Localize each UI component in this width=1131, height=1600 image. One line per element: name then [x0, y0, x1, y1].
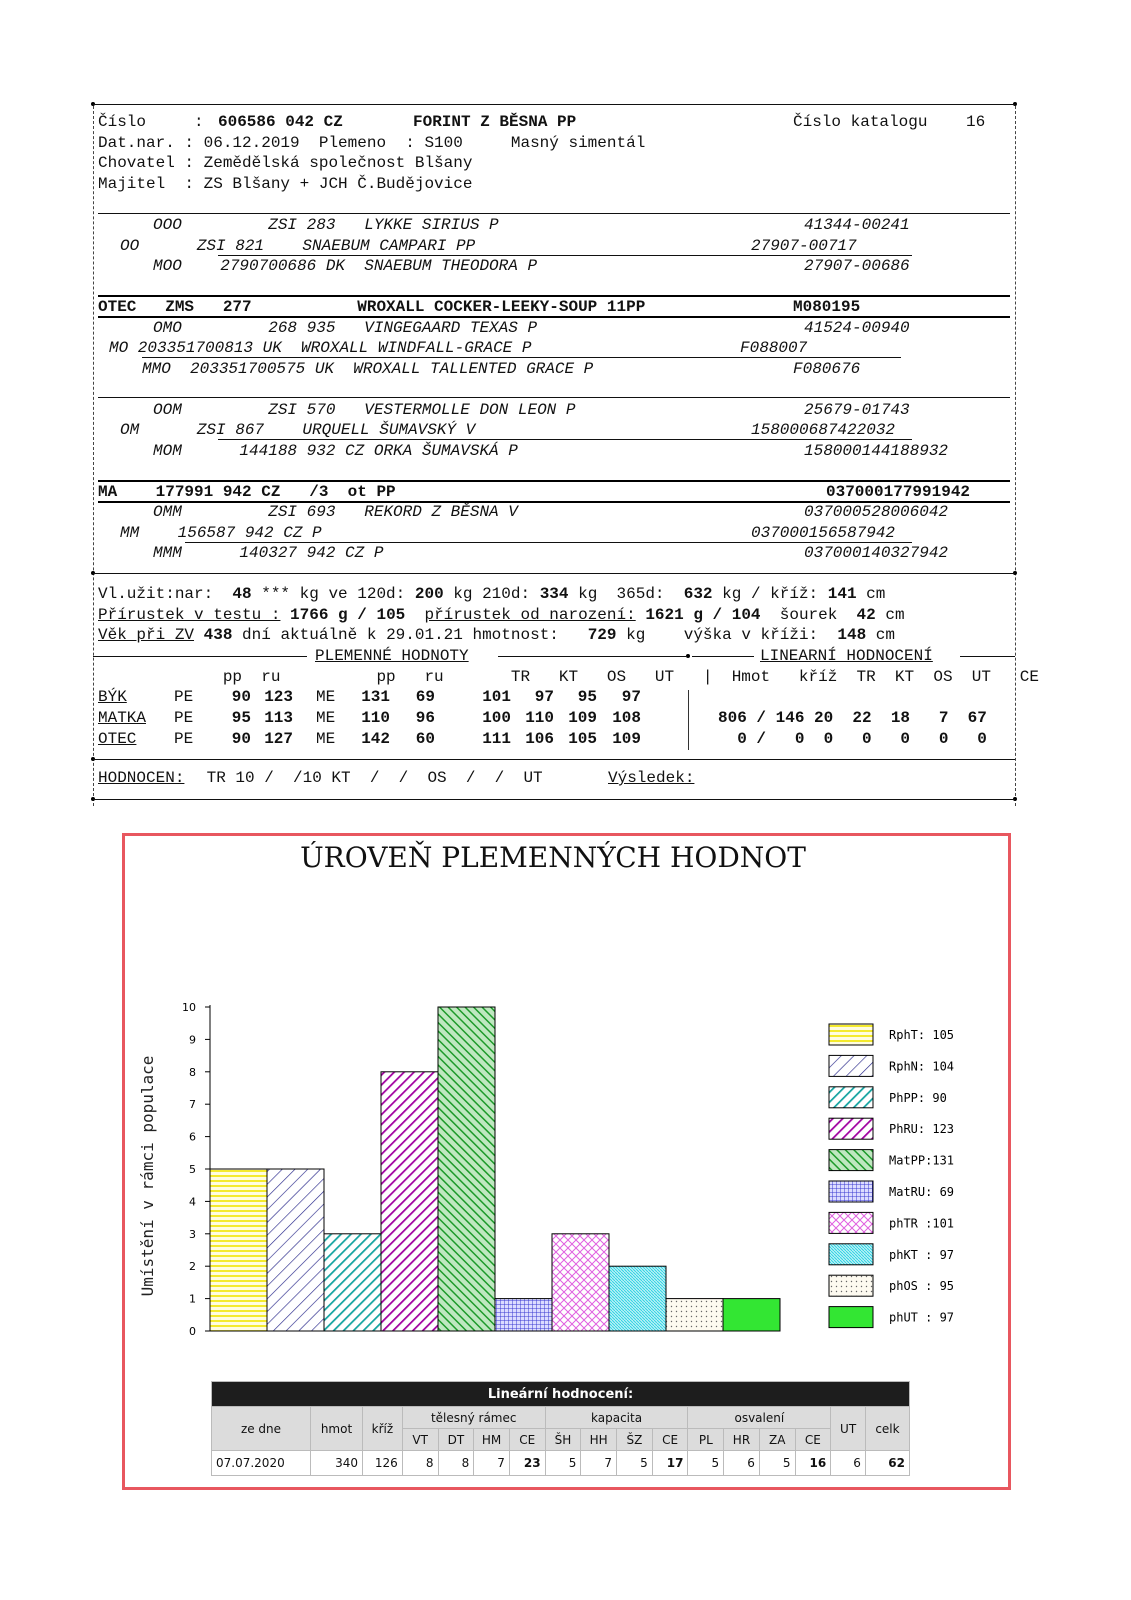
- bv-cell-pp2: 142: [361, 730, 390, 748]
- sub-col-header: ŠH: [545, 1429, 581, 1451]
- om-underline: [218, 439, 912, 440]
- performance-segment: 334: [539, 585, 569, 603]
- mmo-line: MMO 203351700575 UK WROXALL TALLENTED GRACE P: [142, 360, 594, 378]
- performance-segment: cm: [875, 606, 905, 624]
- ma-id: 037000177991942: [826, 483, 971, 501]
- bv-cell-ut: 109: [612, 730, 641, 748]
- bv-cell-pp1: 90: [231, 730, 251, 748]
- sub-col-header: DT: [438, 1429, 474, 1451]
- mmm-id: 037000140327942: [804, 544, 949, 562]
- legend-label: RphT: 105: [889, 1028, 955, 1042]
- bv-cell-me: ME: [316, 730, 336, 748]
- om-line: OM ZSI 867 URQUELL ŠUMAVSKÝ V: [120, 421, 476, 439]
- mm-id: 037000156587942: [751, 524, 896, 542]
- linear-table-cell: 16: [795, 1451, 831, 1476]
- y-tick-label: 9: [189, 1033, 196, 1047]
- bv-cell-pp1: 90: [231, 688, 251, 706]
- performance-segment: cm: [856, 585, 886, 603]
- sub-col-header: HH: [581, 1429, 617, 1451]
- bv-cell-kt: 106: [525, 730, 554, 748]
- top-border: [93, 104, 1015, 105]
- linear-table: [211, 1381, 910, 1476]
- oom-line: OOM ZSI 570 VESTERMOLLE DON LEON P: [153, 401, 576, 419]
- cislo-value: 606586 042 CZ: [218, 113, 343, 131]
- mm-line: MM 156587 942 CZ P: [120, 524, 322, 542]
- katalog-value: 16: [966, 113, 986, 131]
- bv-cell-ut: 108: [612, 709, 641, 727]
- hodnocen-label: HODNOCEN:: [98, 769, 185, 787]
- performance-segment: cm: [866, 626, 895, 644]
- performance-segment: 632: [683, 585, 713, 603]
- omm-line: OMM ZSI 693 REKORD Z BĚSNA V: [153, 503, 518, 521]
- oo-line: OO ZSI 821 SNAEBUM CAMPARI PP: [120, 237, 476, 255]
- linear-table-cell: 7: [474, 1451, 510, 1476]
- bv-cell-pe: PE: [174, 688, 194, 706]
- divider-dot: [686, 654, 690, 658]
- col-ut: UT: [831, 1407, 866, 1451]
- sub-col-header: HM: [474, 1429, 510, 1451]
- performance-line-3: [98, 625, 895, 645]
- linear-table-cell: 5: [545, 1451, 581, 1476]
- ooo-id: 41344-00241: [804, 216, 910, 234]
- oom-id: 25679-01743: [804, 401, 910, 419]
- section-divider: [960, 656, 1015, 657]
- linear-table-cell: 5: [759, 1451, 795, 1476]
- linear-table-cell: 8: [402, 1451, 438, 1476]
- mo-id: F088007: [740, 339, 808, 357]
- bv-cell-pp2: 131: [361, 688, 390, 706]
- linear-table-cell: 6: [724, 1451, 760, 1476]
- col-ze-dne: ze dne: [212, 1407, 311, 1451]
- katalog-label: Číslo katalogu: [793, 113, 928, 131]
- legend-label: MatPP:131: [889, 1153, 955, 1168]
- cislo-label: Číslo :: [98, 113, 204, 131]
- performance-segment: kg 365d:: [568, 585, 684, 603]
- y-tick-label: 5: [189, 1163, 196, 1176]
- performance-segment: 141: [827, 585, 857, 603]
- bv-cell-pe: PE: [174, 730, 194, 748]
- bv-cell-tr: 101: [482, 688, 511, 706]
- bv-cell-pe: PE: [174, 709, 194, 727]
- legend-label: PhRU: 123: [889, 1122, 955, 1137]
- linear-table-cell: 6: [831, 1451, 866, 1476]
- col-hmot: hmot: [310, 1407, 362, 1451]
- omo-id: 41524-00940: [804, 319, 910, 337]
- y-tick-label: 4: [189, 1195, 196, 1209]
- linear-table-cell: 8: [438, 1451, 474, 1476]
- section-divider: [692, 656, 754, 657]
- omm-id: 037000528006042: [804, 503, 949, 521]
- linear-table-cell: 07.07.2020: [212, 1451, 311, 1476]
- bv-cell-pp2: 110: [361, 709, 390, 727]
- performance-line-1: [98, 584, 885, 604]
- ooo-line: OOO ZSI 283 LYKKE SIRIUS P: [153, 216, 499, 234]
- moo-line: MOO 2790700686 DK SNAEBUM THEODORA P: [153, 257, 538, 275]
- y-tick-label: 3: [189, 1227, 196, 1241]
- bv-row-label: BÝK: [98, 688, 127, 706]
- bv-cell-ru1: 113: [264, 709, 293, 727]
- sub-col-header: VT: [402, 1429, 438, 1451]
- mom-line: MOM 144188 932 CZ ORKA ŠUMAVSKÁ P: [153, 442, 518, 460]
- legend-label: PhPP: 90: [889, 1090, 947, 1105]
- col-osvaleni: osvalení: [688, 1407, 831, 1429]
- bv-cell-ru2: 69: [415, 688, 435, 706]
- plemenne-hodnoty-title: PLEMENNÉ HODNOTY: [315, 647, 469, 665]
- bv-row-label: MATKA: [98, 709, 147, 727]
- bv-cell-ru2: 60: [415, 730, 435, 748]
- linear-table-cell: 7: [581, 1451, 617, 1476]
- otec-line: OTEC ZMS 277 WROXALL COCKER-LEEKY-SOUP 11PP: [98, 298, 646, 316]
- bv-cell-me: ME: [316, 688, 336, 706]
- bv-linear-values: 0 / 0 0 0 0 0 0: [718, 730, 987, 748]
- legend-label: phOS : 95: [889, 1279, 955, 1294]
- performance-line-2: [98, 605, 905, 625]
- chart-ylabel: Umístění v rámci populace: [138, 1055, 157, 1297]
- right-border: [1015, 106, 1016, 806]
- performance-segment: [280, 606, 290, 624]
- performance-segment: [405, 606, 424, 624]
- linearni-hodnoceni-title: LINEARNÍ HODNOCENÍ: [760, 647, 933, 665]
- mo-line: MO 203351700813 UK WROXALL WINDFALL-GRACE P: [109, 339, 532, 357]
- performance-segment: 42: [856, 606, 876, 624]
- mo-underline: [142, 357, 901, 358]
- section-divider: [98, 213, 1010, 214]
- linear-table-cell: 17: [652, 1451, 688, 1476]
- omo-line: OMO 268 935 VINGEGAARD TEXAS P: [153, 319, 538, 337]
- bv-cell-me: ME: [316, 709, 336, 727]
- bv-cell-tr: 100: [482, 709, 511, 727]
- performance-segment: kg výška v kříži:: [616, 626, 838, 644]
- hodnocen-text: TR 10 / /10 KT / / OS / / UT: [197, 769, 562, 787]
- linear-table-cell: 126: [363, 1451, 403, 1476]
- bv-cell-ru2: 96: [415, 709, 435, 727]
- left-border: [93, 106, 94, 806]
- performance-segment: 148: [837, 626, 867, 644]
- sub-col-header: CE: [652, 1429, 688, 1451]
- linear-table-cell: 340: [310, 1451, 362, 1476]
- moo-id: 27907-00686: [804, 257, 910, 275]
- mom-id: 158000144188932: [804, 442, 949, 460]
- section-divider: [498, 656, 686, 657]
- bv-cell-ut: 97: [621, 688, 641, 706]
- animal-name: FORINT Z BĚSNA PP: [413, 113, 577, 131]
- bv-cell-pp1: 95: [231, 709, 251, 727]
- linear-table-cell: 62: [865, 1451, 909, 1476]
- bottom-border: [93, 799, 1015, 800]
- y-tick-label: 8: [189, 1065, 196, 1079]
- y-tick-label: 6: [189, 1130, 196, 1144]
- performance-segment: Věk při ZV: [98, 626, 195, 644]
- legend-label: phKT : 97: [889, 1247, 955, 1262]
- bv-cell-ru1: 127: [264, 730, 293, 748]
- linear-table-cell: 5: [617, 1451, 653, 1476]
- bv-row-label: OTEC: [98, 730, 137, 748]
- legend-label: MatRU: 69: [889, 1185, 955, 1199]
- y-tick-label: 2: [189, 1260, 196, 1274]
- performance-segment: [194, 626, 204, 644]
- y-tick-label: 10: [182, 1001, 196, 1014]
- bv-linear-values: 806 / 146 20 22 18 7 67: [718, 709, 987, 727]
- bv-cell-ru1: 123: [264, 688, 293, 706]
- col-celk: celk: [865, 1407, 909, 1451]
- performance-segment: Přírustek v testu :: [98, 606, 281, 624]
- performance-segment: kg / kříž:: [712, 585, 828, 603]
- performance-segment: 1766 g / 105: [290, 606, 406, 624]
- section-divider: [93, 759, 1015, 760]
- otec-id: M080195: [793, 298, 861, 316]
- sub-col-header: CE: [795, 1429, 831, 1451]
- linear-table-cell: 5: [688, 1451, 724, 1476]
- section-divider: [93, 656, 307, 657]
- y-tick-label: 0: [189, 1325, 196, 1338]
- bv-cell-os: 109: [568, 709, 597, 727]
- performance-segment: *** kg ve 120d:: [251, 585, 415, 603]
- performance-segment: [636, 606, 646, 624]
- performance-segment: kg 210d:: [443, 585, 540, 603]
- vysledek-label: Výsledek:: [608, 769, 695, 787]
- om-id: 158000687422032: [751, 421, 896, 439]
- performance-segment: dní aktuálně k 29.01.21 hmotnost:: [232, 626, 588, 644]
- col-telesny-ramec: tělesný rámec: [402, 1407, 545, 1429]
- y-tick-label: 1: [189, 1292, 196, 1306]
- oo-id: 27907-00717: [751, 237, 857, 255]
- performance-segment: Vl.užit:nar:: [98, 585, 233, 603]
- majitel-line: Majitel : ZS Blšany + JCH Č.Budějovice: [98, 175, 473, 193]
- datnar-line: Dat.nar. : 06.12.2019 Plemeno : S100 Masný simentál: [98, 134, 646, 152]
- legend-label: phUT : 97: [889, 1310, 955, 1325]
- bv-cell-kt: 110: [525, 709, 554, 727]
- bv-column-header: pp ru pp ru TR KT OS UT | Hmot kříž TR KT OS UT CE: [98, 668, 1039, 686]
- sub-col-header: ŠZ: [617, 1429, 653, 1451]
- sub-col-header: ZA: [759, 1429, 795, 1451]
- bv-cell-os: 105: [568, 730, 597, 748]
- col-kriz: kříž: [363, 1407, 403, 1451]
- performance-segment: 1621 g / 104: [645, 606, 761, 624]
- performance-segment: 729: [587, 626, 617, 644]
- linear-table-cell: 23: [509, 1451, 545, 1476]
- linear-table-title: Lineární hodnocení:: [212, 1382, 910, 1407]
- performance-segment: přírustek od narození:: [424, 606, 636, 624]
- legend-label: phTR :101: [889, 1216, 955, 1231]
- bv-cell-kt: 97: [534, 688, 554, 706]
- bv-separator: [688, 690, 689, 750]
- performance-segment: 200: [414, 585, 444, 603]
- mmm-line: MMM 140327 942 CZ P: [153, 544, 384, 562]
- mmo-id: F080676: [793, 360, 861, 378]
- sub-col-header: HR: [724, 1429, 760, 1451]
- col-kapacita: kapacita: [545, 1407, 688, 1429]
- y-tick-label: 7: [189, 1098, 196, 1112]
- sub-col-header: CE: [509, 1429, 545, 1451]
- performance-segment: šourek: [760, 606, 857, 624]
- sub-col-header: PL: [688, 1429, 724, 1451]
- bv-cell-tr: 111: [482, 730, 511, 748]
- ma-line: MA 177991 942 CZ /3 ot PP: [98, 483, 396, 501]
- chart-title: ÚROVEŇ PLEMENNÝCH HODNOT: [300, 841, 806, 874]
- section-divider: [98, 397, 1010, 398]
- performance-segment: 438: [203, 626, 233, 644]
- legend-label: RphN: 104: [889, 1059, 955, 1074]
- bv-cell-os: 95: [577, 688, 597, 706]
- section-divider: [93, 573, 1015, 574]
- performance-segment: 48: [232, 585, 252, 603]
- chovatel-line: Chovatel : Zemědělská společnost Blšany: [98, 154, 473, 172]
